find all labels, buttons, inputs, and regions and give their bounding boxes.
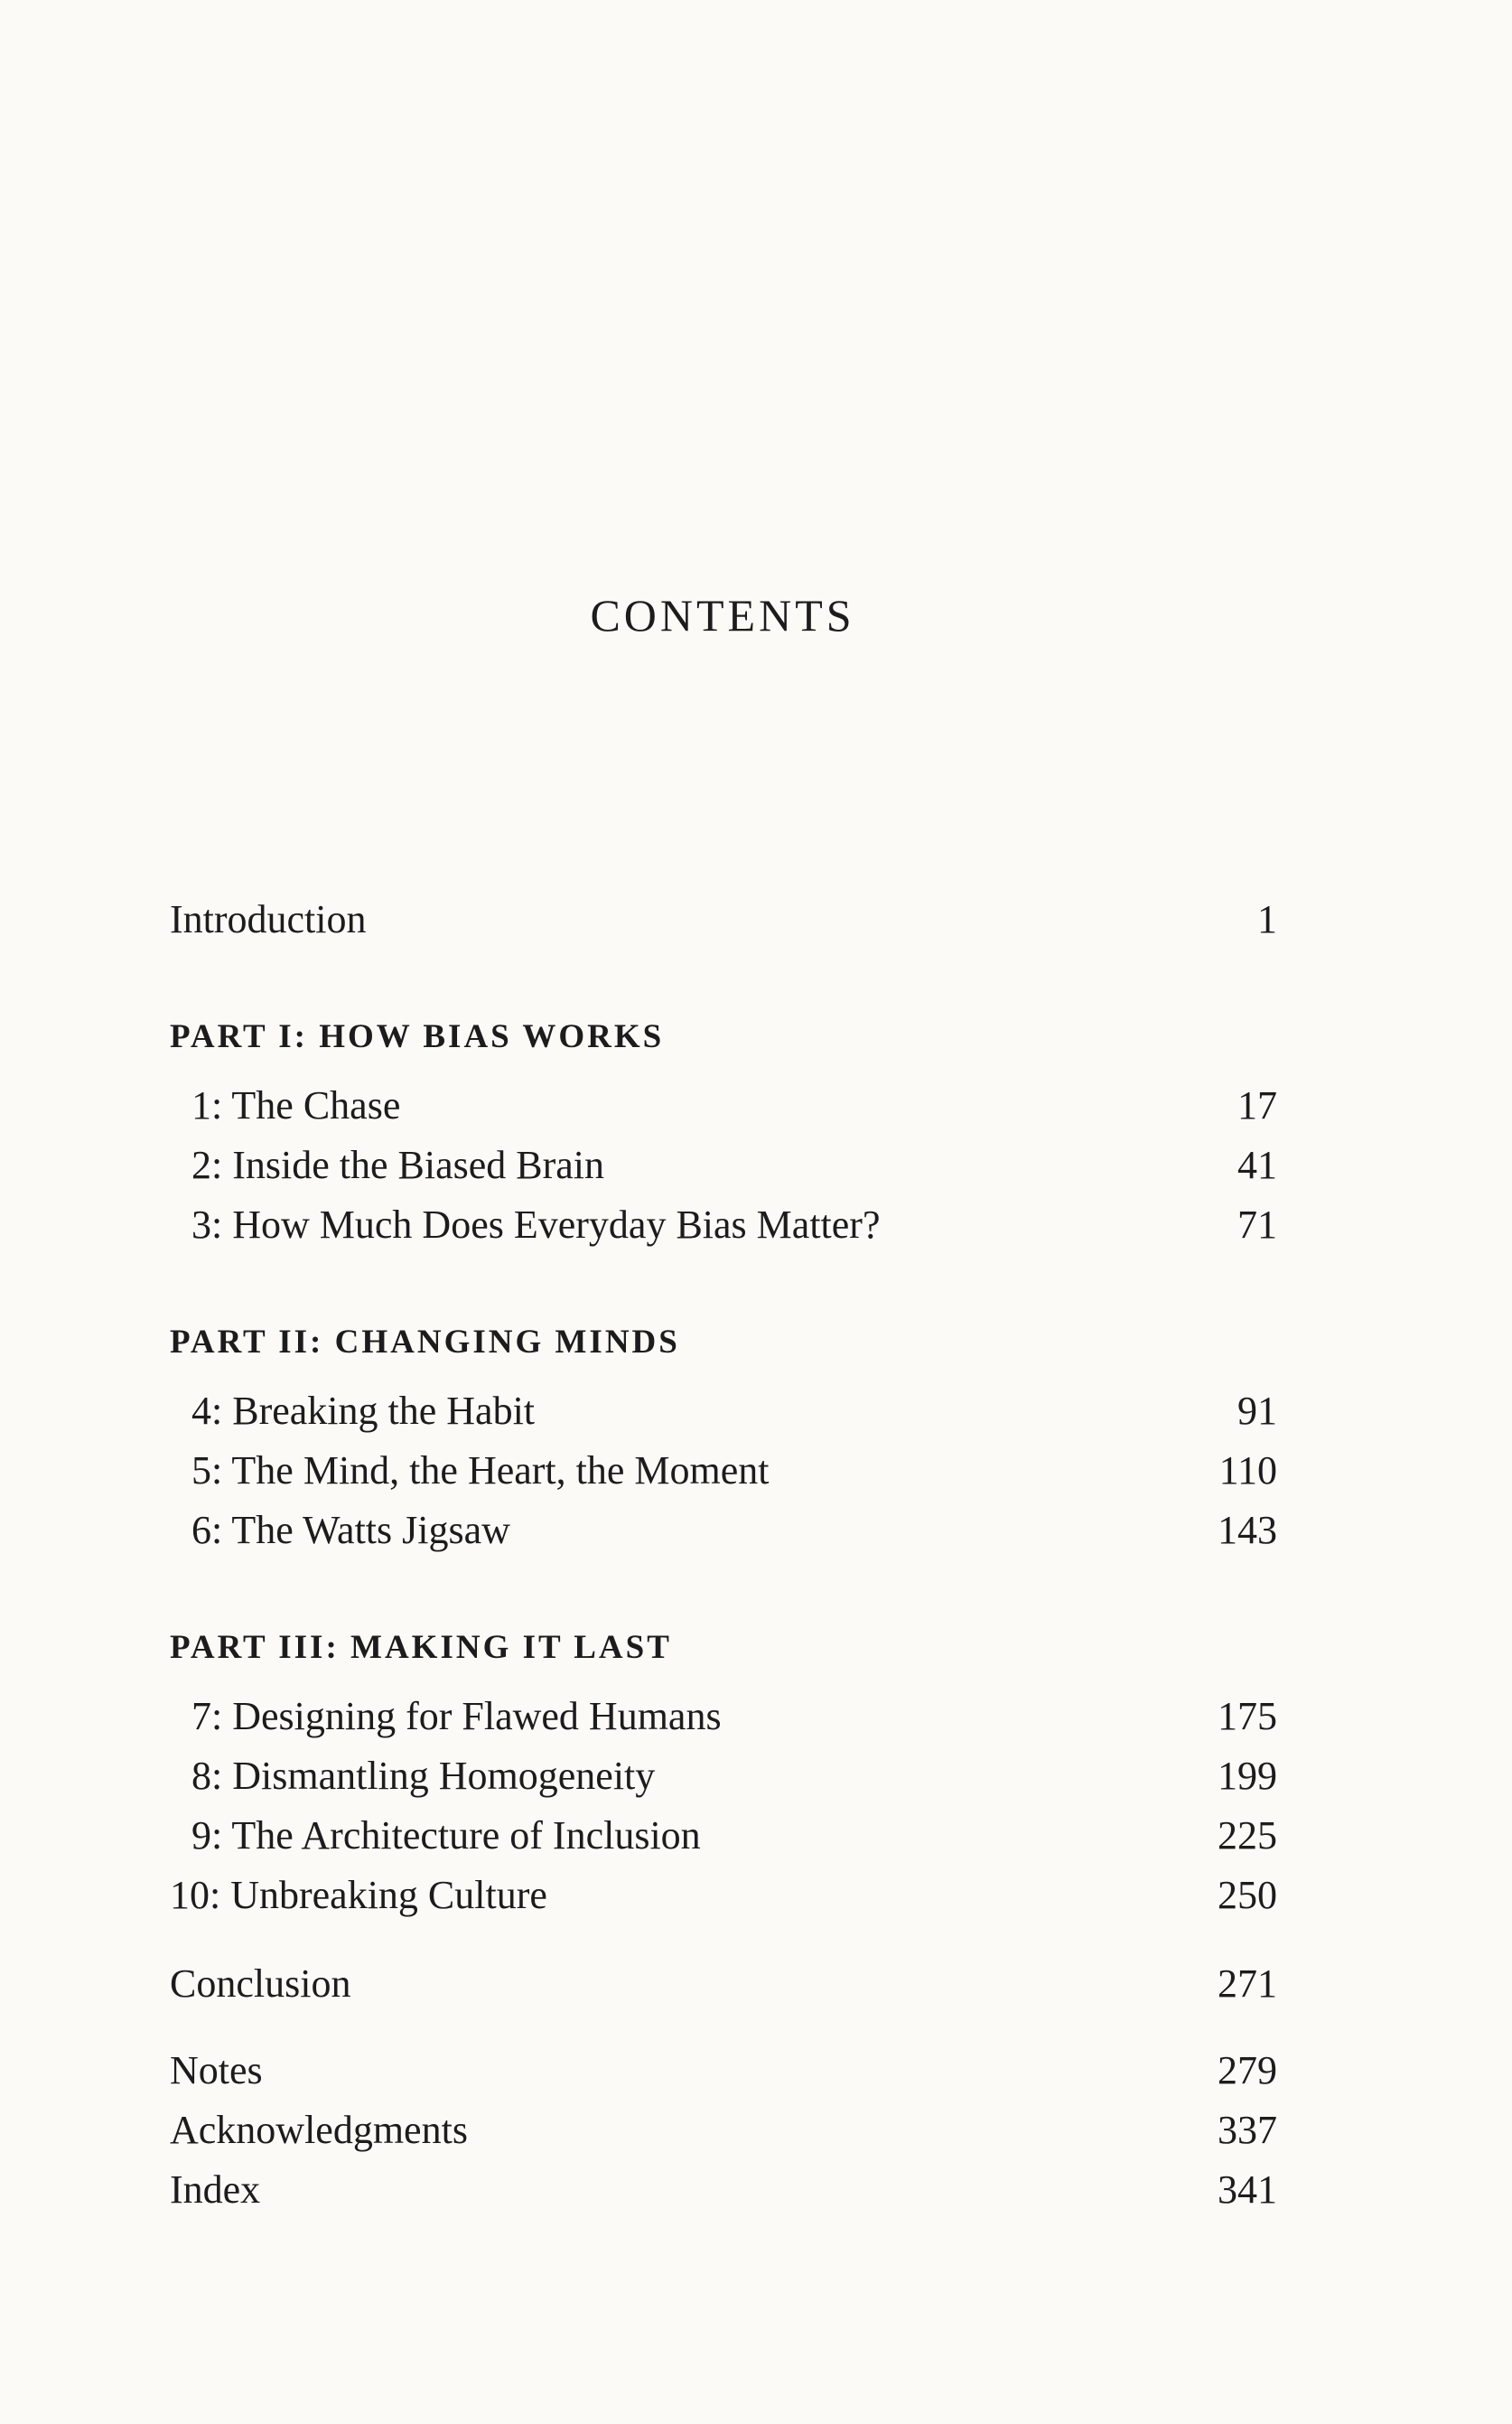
part-heading-1: PART I: HOW BIAS WORKS	[170, 1018, 665, 1055]
part-heading-2: PART II: CHANGING MINDS	[170, 1324, 680, 1361]
table-of-contents	[170, 890, 1277, 2220]
toc-entry-page: 110	[1218, 1448, 1277, 1493]
toc-entry-label: Acknowledgments	[170, 2108, 468, 2152]
part-heading-3: PART III: MAKING IT LAST	[170, 1629, 672, 1666]
toc-entry-chapter-6	[170, 1501, 1277, 1560]
toc-entry-chapter-5	[170, 1441, 1277, 1501]
toc-entry-label: 6: The Watts Jigsaw	[191, 1508, 510, 1552]
toc-entry-chapter-1	[170, 1076, 1277, 1136]
toc-entry-page: 225	[1218, 1813, 1277, 1858]
toc-entry-page: 279	[1218, 2048, 1277, 2092]
toc-entry-page: 175	[1218, 1694, 1277, 1738]
toc-entry-chapter-2	[170, 1136, 1277, 1195]
toc-entry-chapter-4	[170, 1381, 1277, 1441]
toc-entry-page: 199	[1218, 1754, 1277, 1798]
toc-entry-label: 3: How Much Does Everyday Bias Matter?	[191, 1203, 881, 1247]
toc-entry-label: 9: The Architecture of Inclusion	[191, 1813, 701, 1858]
toc-entry-label: Index	[170, 2167, 261, 2212]
toc-entry-chapter-7	[170, 1687, 1277, 1746]
toc-entry-chapter-10	[170, 1866, 1277, 1925]
toc-entry-label: 2: Inside the Biased Brain	[191, 1143, 605, 1187]
toc-entry-page: 91	[1237, 1389, 1277, 1433]
toc-entry-page: 71	[1237, 1203, 1277, 1247]
toc-entry-label: 10: Unbreaking Culture	[170, 1873, 547, 1917]
toc-entry-label: 1: The Chase	[191, 1083, 401, 1128]
toc-entry-page: 1	[1257, 897, 1277, 941]
toc-entry-notes	[170, 2041, 1277, 2101]
toc-entry-introduction	[170, 890, 1277, 950]
toc-entry-label: 7: Designing for Flawed Humans	[191, 1694, 722, 1738]
toc-entry-label: 8: Dismantling Homogeneity	[191, 1754, 656, 1798]
toc-entry-conclusion	[170, 1954, 1277, 2014]
toc-entry-page: 337	[1218, 2108, 1277, 2152]
toc-entry-page: 41	[1237, 1143, 1277, 1187]
toc-entry-label: 5: The Mind, the Heart, the Moment	[191, 1448, 770, 1493]
toc-entry-label: Conclusion	[170, 1961, 351, 2006]
toc-entry-chapter-3	[170, 1195, 1277, 1255]
toc-entry-page: 271	[1218, 1961, 1277, 2006]
toc-entry-page: 250	[1218, 1873, 1277, 1917]
toc-entry-label: Introduction	[170, 897, 367, 941]
toc-entry-label: Notes	[170, 2048, 263, 2092]
toc-entry-chapter-9	[170, 1806, 1277, 1866]
toc-entry-page: 17	[1237, 1083, 1277, 1128]
toc-entry-acknowledgments	[170, 2101, 1277, 2160]
page-title: CONTENTS	[590, 590, 855, 641]
toc-entry-page: 341	[1218, 2167, 1277, 2212]
toc-entry-page: 143	[1218, 1508, 1277, 1552]
toc-entry-chapter-8	[170, 1746, 1277, 1806]
toc-entry-index	[170, 2160, 1277, 2220]
toc-entry-label: 4: Breaking the Habit	[191, 1389, 536, 1433]
